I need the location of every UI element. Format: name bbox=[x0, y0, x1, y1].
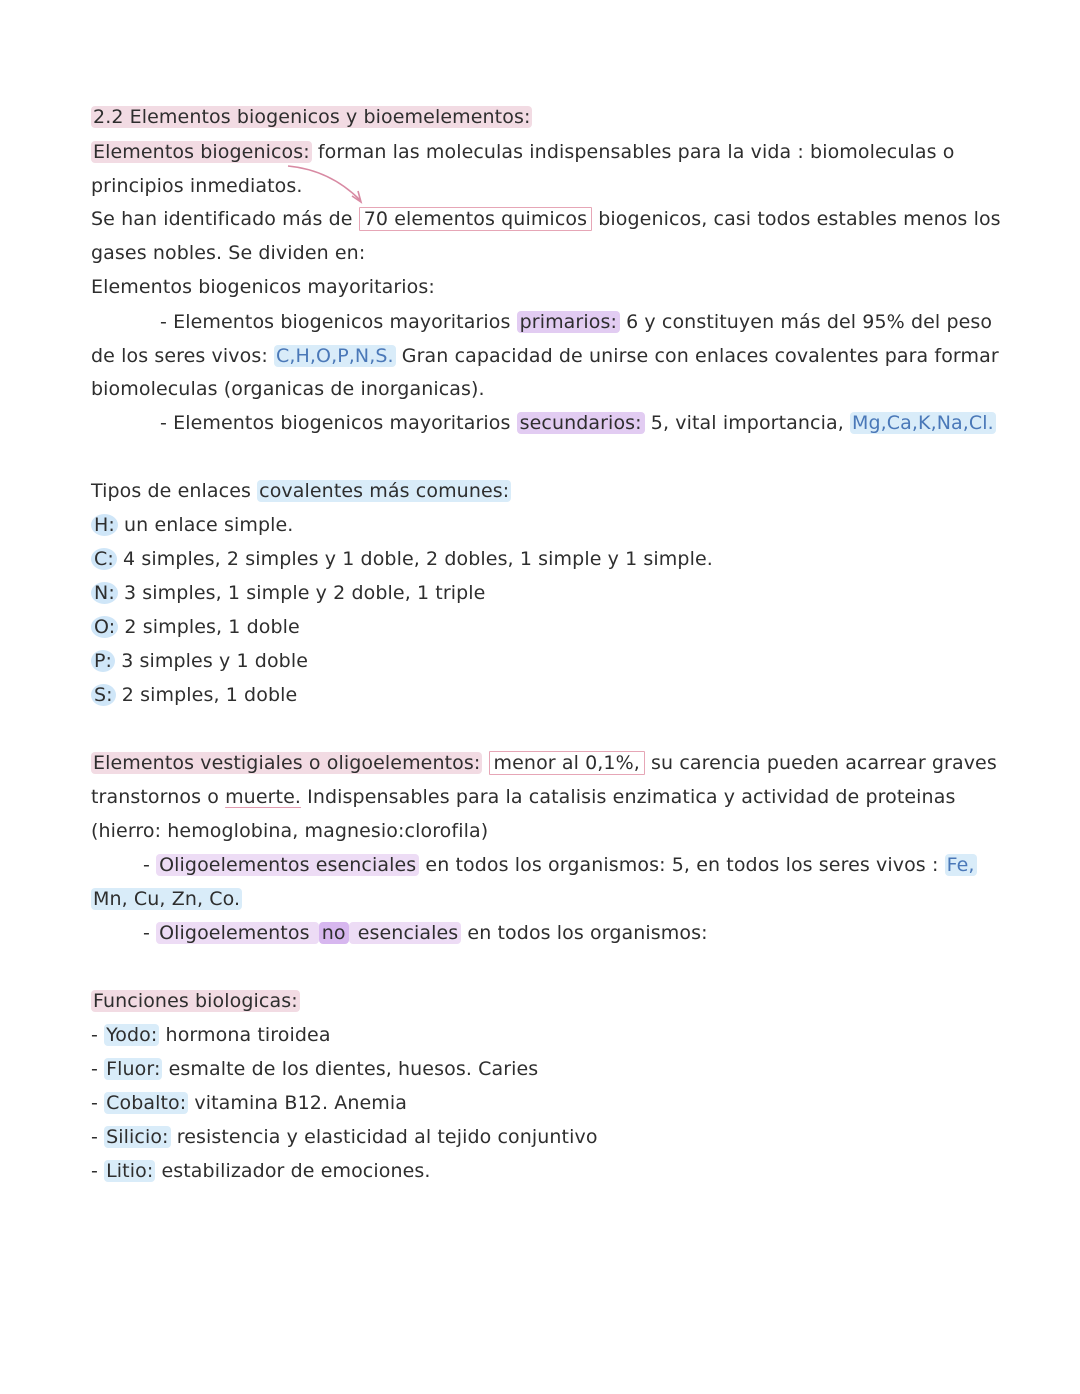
funcion-item bbox=[91, 1018, 1010, 1052]
primarios-post: 6 y constituyen más del 95% del peso bbox=[619, 311, 993, 333]
ident-post: biogenicos, casi todos estables menos los bbox=[592, 208, 1001, 230]
oligo-line3: (hierro: hemoglobina, magnesio:clorofila) bbox=[91, 820, 489, 842]
oligo-term: Elementos vestigiales o oligoelementos: bbox=[93, 752, 481, 774]
oligo-line2-pre: transtornos o bbox=[91, 786, 226, 808]
primarios-line bbox=[160, 305, 1010, 339]
enlace-row bbox=[91, 508, 1010, 542]
ident-line2: gases nobles. Se dividen en: bbox=[91, 242, 366, 264]
funcion-item bbox=[91, 1120, 1010, 1154]
primarios-line2-post: Gran capacidad de unirse con enlaces covalentes para formar bbox=[395, 345, 999, 367]
funcion-desc: esmalte de los dientes, huesos. Caries bbox=[162, 1058, 539, 1080]
no-hl-no: no bbox=[319, 922, 349, 944]
enlace-text: un enlace simple. bbox=[117, 514, 294, 536]
enlace-element: P: bbox=[91, 650, 115, 672]
oligo-esenciales bbox=[143, 848, 1010, 882]
enlace-text: 2 simples, 1 doble bbox=[118, 616, 300, 638]
bullet-dash: - bbox=[91, 1024, 105, 1046]
funcion-item bbox=[91, 1052, 1010, 1086]
secundarios-line bbox=[160, 406, 1010, 440]
enlace-element: O: bbox=[91, 616, 118, 638]
enlace-text: 2 simples, 1 doble bbox=[115, 684, 298, 706]
secundarios-pre: - Elementos biogenicos mayoritarios bbox=[160, 412, 517, 434]
enlace-element: H: bbox=[91, 514, 118, 536]
ident-boxed: 70 elementos quimicos bbox=[359, 207, 592, 231]
oligo-no-esenciales bbox=[143, 916, 1010, 950]
mayoritarios-title-text: Elementos biogenicos mayoritarios: bbox=[91, 276, 435, 298]
mayoritarios-title bbox=[91, 270, 1010, 304]
secundarios-hl: secundarios: bbox=[517, 412, 645, 434]
biogenicos-definition-2 bbox=[91, 169, 1010, 203]
biogenicos-def-2: principios inmediatos. bbox=[91, 175, 303, 197]
oligo-esenciales-2 bbox=[91, 882, 1010, 916]
oligo-definition-3 bbox=[91, 814, 1010, 848]
enlaces-title-hl: covalentes más comunes: bbox=[259, 480, 510, 502]
oligo-line2-under: muerte. bbox=[225, 786, 302, 808]
esenciales-fe: Fe, bbox=[946, 854, 975, 876]
enlace-text: 4 simples, 2 simples y 1 doble, 2 dobles, 1 simple y 1 simple. bbox=[116, 548, 713, 570]
funcion-name: Cobalto: bbox=[106, 1092, 187, 1114]
enlace-text: 3 simples, 1 simple y 2 doble, 1 triple bbox=[117, 582, 486, 604]
funcion-item bbox=[91, 1154, 1010, 1188]
enlace-row bbox=[91, 576, 1010, 610]
no-pre: - bbox=[143, 922, 157, 944]
primarios-hl: primarios: bbox=[517, 311, 620, 333]
funcion-name: Fluor: bbox=[106, 1058, 161, 1080]
funcion-desc: vitamina B12. Anemia bbox=[188, 1092, 407, 1114]
oligo-line2-post: Indispensables para la catalisis enzimatica y actividad de proteinas bbox=[301, 786, 956, 808]
enlace-text: 3 simples y 1 doble bbox=[115, 650, 309, 672]
esenciales-line2: Mn, Cu, Zn, Co. bbox=[93, 888, 241, 910]
esenciales-pre: - bbox=[143, 854, 157, 876]
secundarios-post: 5, vital importancia, bbox=[644, 412, 850, 434]
primarios-line2-pre: de los seres vivos: bbox=[91, 345, 274, 367]
oligo-line1-post: su carencia pueden acarrear graves bbox=[644, 752, 997, 774]
funciones-title bbox=[91, 984, 1010, 1018]
enlace-element: C: bbox=[91, 548, 117, 570]
primarios-elements: C,H,O,P,N,S. bbox=[275, 345, 394, 367]
funcion-desc: resistencia y elasticidad al tejido conjuntivo bbox=[170, 1126, 598, 1148]
enlaces-title bbox=[91, 474, 1010, 508]
funcion-name: Silicio: bbox=[106, 1126, 169, 1148]
biogenicos-identified-2 bbox=[91, 236, 1010, 270]
bullet-dash: - bbox=[91, 1058, 105, 1080]
no-hl-1: Oligoelementos bbox=[156, 922, 319, 944]
enlace-row bbox=[91, 644, 1010, 678]
biogenicos-def-1: forman las moleculas indispensables para la vida : biomoleculas o bbox=[311, 141, 955, 163]
no-hl-2: esenciales bbox=[349, 922, 462, 944]
enlaces-title-pre: Tipos de enlaces bbox=[91, 480, 258, 502]
primarios-line3: biomoleculas (organicas de inorganicas). bbox=[91, 378, 485, 400]
funcion-name: Litio: bbox=[106, 1160, 154, 1182]
secundarios-elements: Mg,Ca,K,Na,Cl. bbox=[851, 412, 994, 434]
no-post: en todos los organismos: bbox=[461, 922, 708, 944]
esenciales-hl: Oligoelementos esenciales bbox=[156, 854, 419, 876]
funcion-desc: hormona tiroidea bbox=[159, 1024, 331, 1046]
oligo-definition bbox=[91, 746, 1010, 780]
funcion-item bbox=[91, 1086, 1010, 1120]
enlace-element: N: bbox=[91, 582, 118, 604]
enlace-element: S: bbox=[91, 684, 116, 706]
enlace-row bbox=[91, 678, 1010, 712]
primarios-line-3 bbox=[91, 372, 1010, 406]
oligo-definition-2 bbox=[91, 780, 1010, 814]
funcion-desc: estabilizador de emociones. bbox=[155, 1160, 431, 1182]
section-title-text: 2.2 Elementos biogenicos y bioemelementos: bbox=[93, 106, 531, 128]
section-title bbox=[91, 100, 1010, 134]
biogenicos-term: Elementos biogenicos: bbox=[93, 141, 310, 163]
ident-pre: Se han identificado más de bbox=[91, 208, 359, 230]
bullet-dash: - bbox=[91, 1126, 105, 1148]
enlace-row bbox=[91, 610, 1010, 644]
bullet-dash: - bbox=[91, 1160, 105, 1182]
biogenicos-identified bbox=[91, 202, 1010, 236]
funcion-name: Yodo: bbox=[106, 1024, 158, 1046]
oligo-boxed: menor al 0,1%, bbox=[489, 751, 645, 775]
bullet-dash: - bbox=[91, 1092, 105, 1114]
esenciales-post: en todos los organismos: 5, en todos los seres vivos : bbox=[419, 854, 945, 876]
primarios-pre: - Elementos biogenicos mayoritarios bbox=[160, 311, 517, 333]
biogenicos-definition bbox=[91, 135, 1010, 169]
primarios-line-2 bbox=[91, 339, 1010, 373]
funciones-title-text: Funciones biologicas: bbox=[93, 990, 298, 1012]
enlace-row bbox=[91, 542, 1010, 576]
